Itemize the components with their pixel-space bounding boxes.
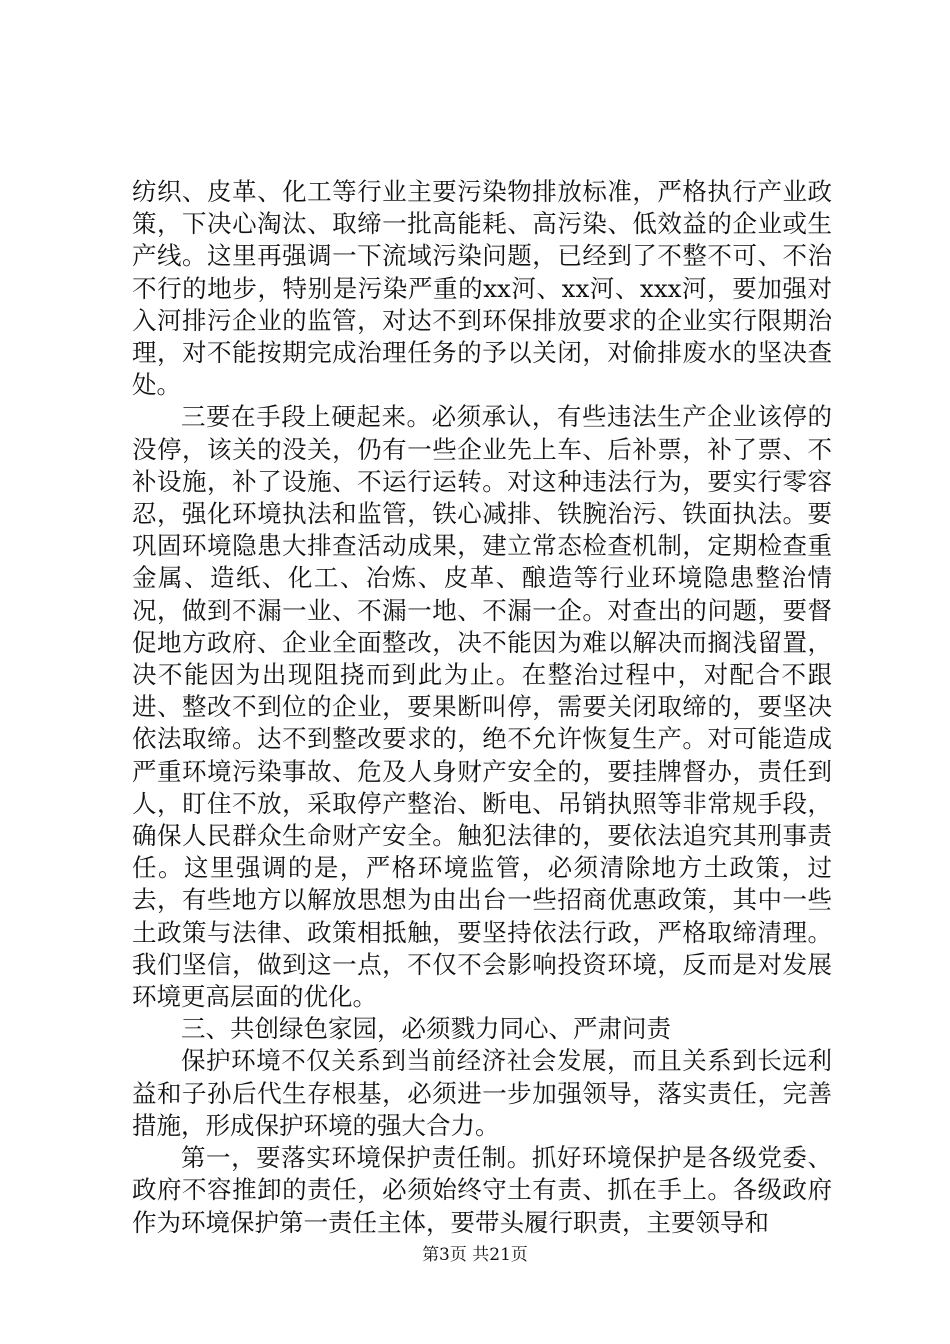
section-heading: 三、共创绿色家园，必须戮力同心、严肃问责: [181, 1014, 671, 1044]
paragraph-1: 纺织、皮革、化工等行业主要污染物排放标准，严格执行产业政策，下决心淘汰、取缔一批高能耗、高污染、低效益的企业或生产线。这里再强调一下流域污染问题，已经到了不整不可、不治不行的地步，特别是污染严重的xx河、xx河、xxx河，要加强对入河排污企业的监管，对达不到环保排放要求的企业实行限期治理，对不能按期完成治理任务的予以关闭，对偷排废水的坚决查处。: [132, 177, 832, 400]
paragraph-5: 第一，要落实环境保护责任制。抓好环境保护是各级党委、政府不容推卸的责任，必须始终守土有责、抓在手上。各级政府作为环境保护第一责任主体，要带头履行职责，主要领导和: [132, 1143, 832, 1237]
paragraph-4: 保护环境不仅关系到当前经济社会发展，而且关系到长远利益和子孙后代生存根基，必须进一步加强领导，落实责任，完善措施，形成保护环境的强大合力。: [132, 1046, 832, 1140]
document-body: [132, 176, 832, 1239]
paragraph-2: 三要在手段上硬起来。必须承认，有些违法生产企业该停的没停，该关的没关，仍有一些企业先上车、后补票，补了票、不补设施，补了设施、不运行运转。对这种违法行为，要实行零容忍，强化环境执法和监管，铁心减排、铁腕治污、铁面执法。要巩固环境隐患大排查活动成果，建立常态检查机制，定期检查重金属、造纸、化工、冶炼、皮革、酿造等行业环境隐患整治情况，做到不漏一业、不漏一地、不漏一企。对查出的问题，要督促地方政府、企业全面整改，决不能因为难以解决而搁浅留置，决不能因为出现阻挠而到此为止。在整治过程中，对配合不跟进、整改不到位的企业，要果断叫停，需要关闭取缔的，要坚决依法取缔。达不到整改要求的，绝不允许恢复生产。对可能造成严重环境污染事故、危及人身财产安全的，要挂牌督办，责任到人，盯住不放，采取停产整治、断电、吊销执照等非常规手段，确保人民群众生命财产安全。触犯法律的，要依法追究其刑事责任。这里强调的是，严格环境监管，必须清除地方土政策，过去，有些地方以解放思想为由出台一些招商优惠政策，其中一些土政策与法律、政策相抵触，要坚持依法行政，严格取缔清理。我们坚信，做到这一点，不仅不会影响投资环境，反而是对发展环境更高层面的优化。: [132, 402, 832, 1012]
page-footer: 第3页 共21页: [422, 1245, 528, 1265]
